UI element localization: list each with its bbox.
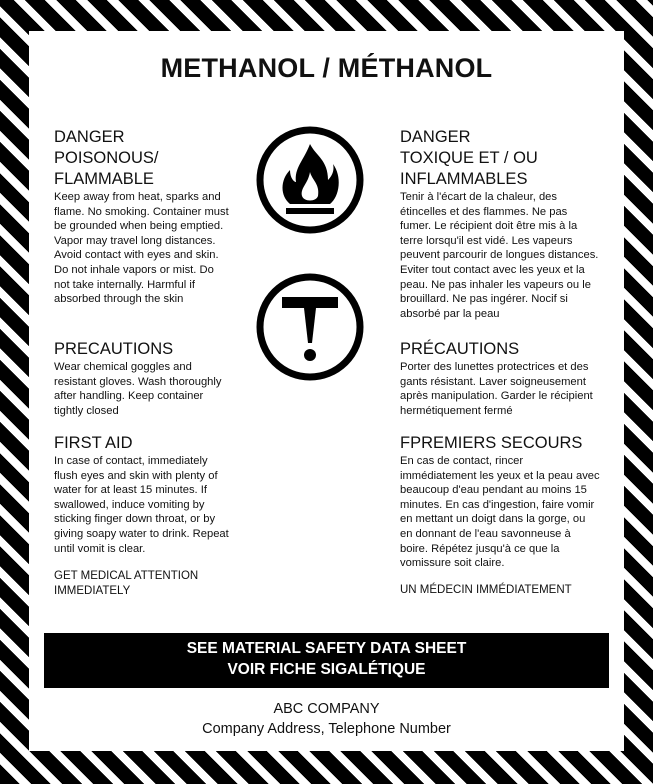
danger-text-en: Keep away from heat, sparks and flame. No smoking. Container must be grounded when being emptied. Vapor may travel long distances. Avoid contact with eyes and skin. Do not inhale vapors or mist. Do not take internally. Harmful if absorbed through the skin <box>54 191 229 306</box>
danger-heading-line: TOXIQUE ET / OU <box>400 149 538 167</box>
first-aid-text-en: In case of contact, immediately flush eyes and skin with plenty of water for at least 15 minutes. If swallowed, induce vomiting by sticking finger down throat, or by giving soapy water to drink. Repeat until vomit is clear. <box>54 455 229 555</box>
precautions-text-en: Wear chemical goggles and resistant gloves. Wash thoroughly after handling. Keep container tightly closed <box>54 361 222 417</box>
label-panel <box>29 31 624 751</box>
danger-heading-fr <box>400 127 600 190</box>
danger-heading-line: INFLAMMABLES <box>400 170 528 188</box>
company-address: Company Address, Telephone Number <box>202 721 451 737</box>
danger-section-en <box>54 127 232 307</box>
precautions-section-en <box>54 339 232 418</box>
company-name: ABC COMPANY <box>273 701 380 717</box>
poison-icon <box>254 271 366 383</box>
danger-section-fr <box>400 127 600 321</box>
danger-heading-line: DANGER <box>400 128 471 146</box>
danger-heading-line: DANGER <box>54 128 125 146</box>
first-aid-section-fr <box>400 433 600 571</box>
first-aid-heading-fr: FPREMIERS SECOURS <box>400 434 583 452</box>
danger-heading-line: POISONOUS/ <box>54 149 159 167</box>
precautions-heading-en: PRECAUTIONS <box>54 340 174 358</box>
medical-attention-en <box>54 569 232 599</box>
first-aid-text-fr: En cas de contact, rincer immédiatement les yeux et la peau avec beaucoup d'eau pendant au moins 15 minutes. En cas d'ingestion, faire vomir en mettant un doigt dans la gorge, ou en donnant de l'eau savonneuse à boire. Répétez jusqu'à ce que la vomissure soit claire. <box>400 455 600 570</box>
danger-heading-line: FLAMMABLE <box>54 170 154 188</box>
precautions-text-fr: Porter des lunettes protectrices et des gants résistant. Laver soigneusement après manipulation. Garder le récipient hermétiquement fermé <box>400 361 593 417</box>
precautions-heading-fr: PRÉCAUTIONS <box>400 340 520 358</box>
first-aid-heading-en: FIRST AID <box>54 434 133 452</box>
label-title: METHANOL / MÉTHANOL <box>160 53 493 83</box>
danger-text-fr: Tenir à l'écart de la chaleur, des étincelles et des flammes. Ne pas fumer. Le récipient doit être mis à la terre lorsqu'il est vidé. Les vapeurs peuvent parcourir de longues distances. Eviter tout contact avec les yeux et la peau. Ne pas inhaler les vapeurs ou le brouillard. Ne pas ingérer. Nocif si absorbé par la peau <box>400 191 599 320</box>
precautions-section-fr <box>400 339 600 418</box>
company-info <box>29 699 624 739</box>
medical-line: IMMEDIATELY <box>54 585 131 597</box>
banner-line-en: SEE MATERIAL SAFETY DATA SHEET <box>186 640 467 657</box>
flammable-icon <box>254 124 366 236</box>
banner-line-fr: VOIR FICHE SIGALÉTIQUE <box>227 661 426 678</box>
msds-banner <box>44 633 609 688</box>
danger-heading-en <box>54 127 232 190</box>
first-aid-section-en <box>54 433 232 556</box>
medical-attention-fr: UN MÉDECIN IMMÉDIATEMENT <box>400 584 572 596</box>
medical-line: GET MEDICAL ATTENTION <box>54 570 199 582</box>
